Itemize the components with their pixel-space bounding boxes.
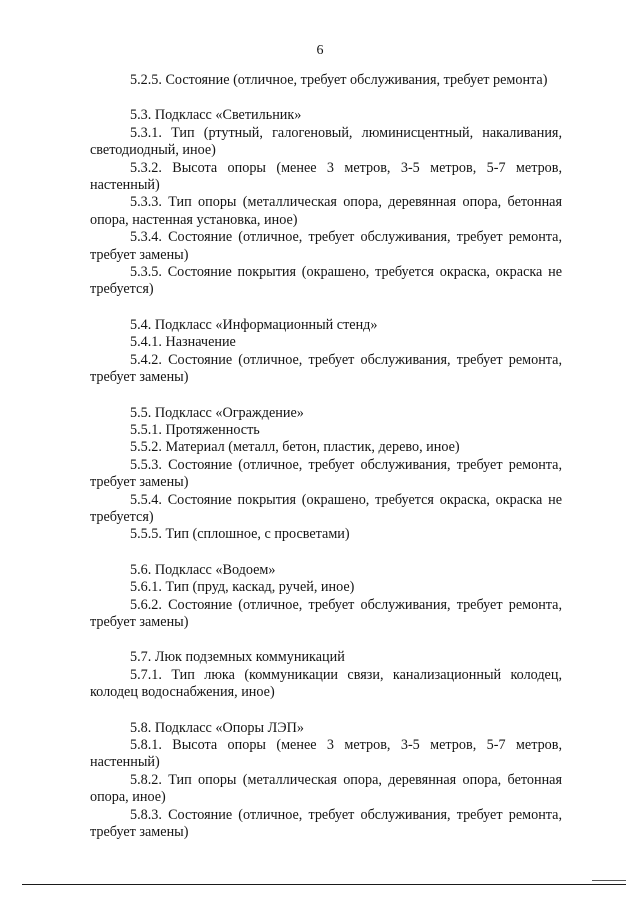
paragraph: 5.5.1. Протяженность: [130, 421, 260, 438]
paragraph: 5.3.3. Тип опоры (металлическая опора, деревянная опора, бетонная опора, настенная установка, иное): [90, 194, 562, 228]
paragraph: 5.5.2. Материал (металл, бетон, пластик, дерево, иное): [130, 439, 460, 456]
paragraph: 5.5.4. Состояние покрытия (окрашено, требуется окраска, окраска не требуется): [90, 491, 562, 525]
paragraph: 5.8.1. Высота опоры (менее 3 метров, 3-5 метров, 5-7 метров, настенный): [90, 737, 562, 771]
paragraph: 5.7.1. Тип люка (коммуникации связи, канализационный колодец, колодец водоснабжения, иное): [90, 666, 562, 701]
page-number: 6: [316, 43, 324, 58]
paragraph: 5.2.5. Состояние (отличное, требует обслуживания, требует ремонта): [130, 72, 548, 88]
paragraph: 5.6. Подкласс «Водоем»: [130, 561, 276, 578]
paragraph: 5.3.4. Состояние (отличное, требует обслуживания, требует ремонта, требует замены): [90, 229, 562, 263]
paragraph: 5.4.1. Назначение: [130, 334, 236, 351]
paragraph: 5.5. Подкласс «Ограждение»: [130, 404, 304, 421]
paragraph: 5.8.3. Состояние (отличное, требует обслуживания, требует ремонта, требует замены): [90, 806, 562, 841]
footer-tick-mark: [592, 880, 626, 881]
paragraph: 5.3. Подкласс «Светильник»: [130, 107, 302, 124]
paragraph: 5.7. Люк подземных коммуникаций: [130, 649, 345, 666]
paragraph: 5.6.2. Состояние (отличное, требует обслуживания, требует ремонта, требует замены): [90, 596, 562, 630]
paragraph: 5.5.5. Тип (сплошное, с просветами): [130, 526, 350, 543]
paragraph: 5.4.2. Состояние (отличное, требует обслуживания, требует ремонта, требует замены): [90, 351, 562, 386]
paragraph: 5.3.5. Состояние покрытия (окрашено, требуется окраска, окраска не требуется): [90, 264, 562, 298]
paragraph: 5.5.3. Состояние (отличное, требует обслуживания, требует ремонта, требует замены): [90, 456, 562, 491]
document-body: [90, 72, 562, 841]
paragraph: 5.8. Подкласс «Опоры ЛЭП»: [130, 719, 304, 736]
paragraph: 5.3.1. Тип (ртутный, галогеновый, люминисцентный, накаливания, светодиодный, иное): [90, 124, 562, 159]
footer-rule: [22, 884, 626, 885]
paragraph: 5.4. Подкласс «Информационный стенд»: [130, 316, 378, 333]
paragraph: 5.8.2. Тип опоры (металлическая опора, деревянная опора, бетонная опора, иное): [90, 771, 562, 806]
paragraph: 5.3.2. Высота опоры (менее 3 метров, 3-5 метров, 5-7 метров, настенный): [90, 159, 562, 194]
paragraph: 5.6.1. Тип (пруд, каскад, ручей, иное): [130, 579, 355, 596]
